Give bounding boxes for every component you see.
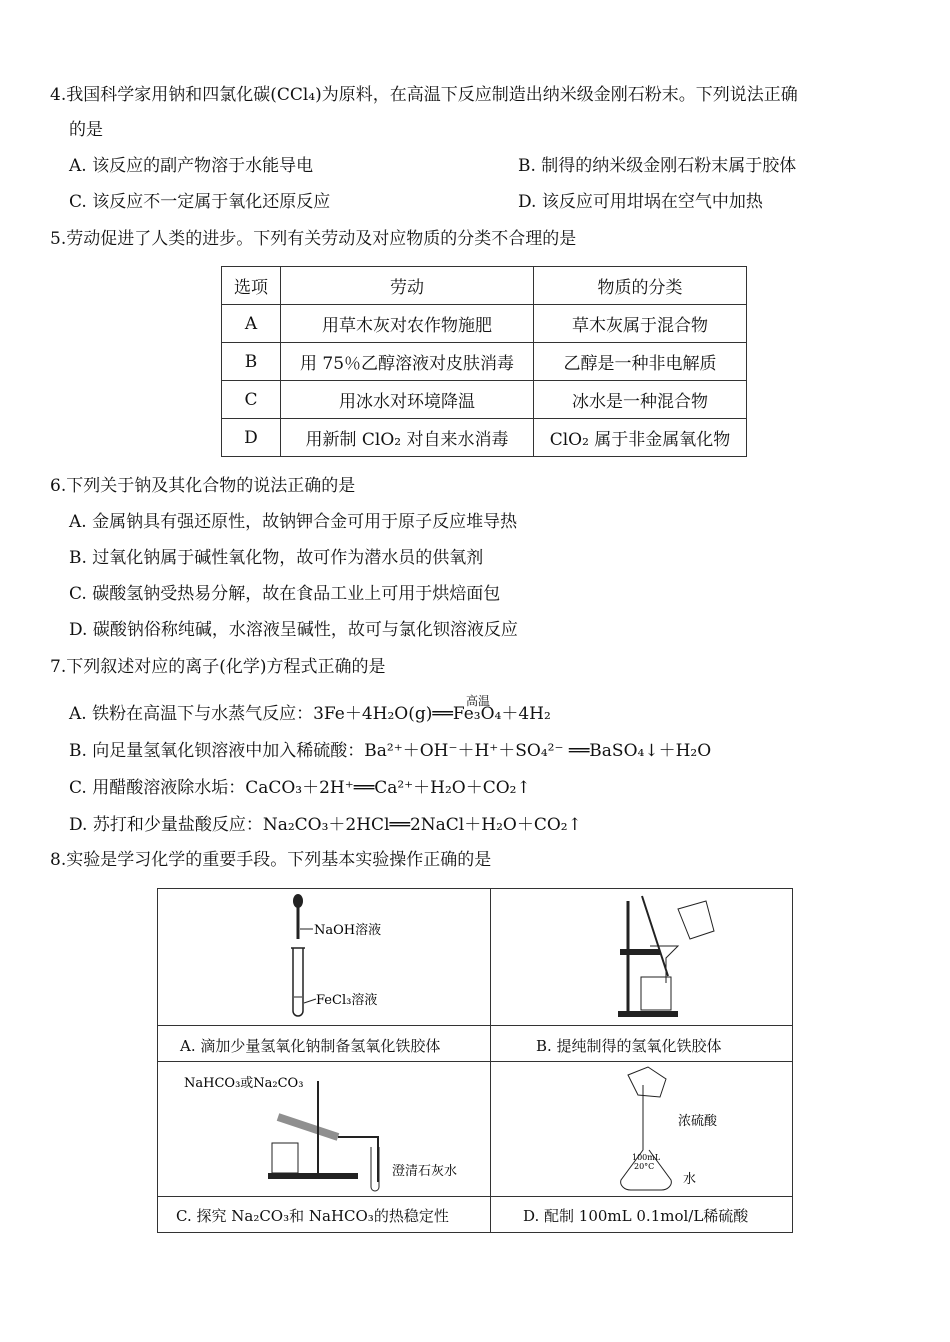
filtration-figure	[608, 891, 738, 1023]
q7-option-d: D. 苏打和少量盐酸反应：Na₂CO₃＋2HCl══2NaCl＋H₂O＋CO₂↑	[69, 815, 582, 835]
q6-option-c: C. 碳酸氢钠受热易分解，故在食品工业上可用于烘焙面包	[69, 584, 501, 604]
q5-table	[221, 266, 747, 457]
q8-figure-table	[157, 888, 793, 1233]
heating-figure	[178, 1067, 478, 1195]
acid-label: 浓硫酸	[678, 1114, 718, 1129]
q4-option-c: C. 该反应不一定属于氧化还原反应	[69, 192, 331, 212]
q6-option-d: D. 碳酸钠俗称纯碱，水溶液呈碱性，故可与氯化钡溶液反应	[69, 620, 518, 640]
caption-d: D. 配制 100mL 0.1mol/L稀硫酸	[523, 1207, 749, 1225]
table-row	[222, 305, 747, 343]
table-cell: 用 75％乙醇溶液对皮肤消毒	[281, 343, 534, 381]
q7-stem: 7.下列叙述对应的离子(化学)方程式正确的是	[50, 657, 386, 677]
table-cell: 用冰水对环境降温	[281, 381, 534, 419]
caption-b: B. 提纯制得的氢氧化铁胶体	[536, 1037, 722, 1055]
q4-option-b: B. 制得的纳米级金刚石粉末属于胶体	[518, 156, 797, 176]
table-row	[222, 419, 747, 457]
q6-stem: 6.下列关于钠及其化合物的说法正确的是	[50, 476, 356, 496]
caption-a: A. 滴加少量氢氧化钠制备氢氧化铁胶体	[180, 1037, 441, 1055]
q6-option-a: A. 金属钠具有强还原性，故钠钾合金可用于原子反应堆导热	[69, 512, 518, 532]
table-cell: 乙醇是一种非电解质	[534, 343, 747, 381]
sample-label: NaHCO₃或Na₂CO₃	[184, 1076, 304, 1091]
q7-option-a: A. 铁粉在高温下与水蒸气反应：3Fe＋4H₂O(g)══Fe₃O₄＋4H₂	[69, 704, 551, 724]
q4-option-a: A. 该反应的副产物溶于水能导电	[69, 156, 314, 176]
header-cell: 劳动	[281, 267, 534, 305]
table-cell: 用新制 ClO₂ 对自来水消毒	[281, 419, 534, 457]
table-row	[222, 381, 747, 419]
dilution-figure	[588, 1065, 748, 1195]
divider	[158, 1061, 792, 1062]
table-cell: 用草木灰对农作物施肥	[281, 305, 534, 343]
divider	[158, 1196, 792, 1197]
table-cell: 冰水是一种混合物	[534, 381, 747, 419]
q4-option-d: D. 该反应可用坩埚在空气中加热	[518, 192, 763, 212]
header-cell: 选项	[222, 267, 281, 305]
flask-volume: 100mL	[632, 1153, 661, 1162]
dropper-testtube-figure	[258, 891, 398, 1023]
table-cell: C	[222, 381, 281, 419]
flask-temp: 20°C	[634, 1162, 655, 1171]
table-cell: B	[222, 343, 281, 381]
table-header-row	[222, 267, 747, 305]
water-label: 水	[683, 1172, 697, 1187]
limewater-label: 澄清石灰水	[392, 1164, 458, 1179]
reaction-condition: 高温	[466, 694, 491, 708]
table-row	[222, 343, 747, 381]
q8-stem: 8.实验是学习化学的重要手段。下列基本实验操作正确的是	[50, 850, 492, 870]
table-cell: D	[222, 419, 281, 457]
table-cell: 草木灰属于混合物	[534, 305, 747, 343]
q7-option-c: C. 用醋酸溶液除水垢：CaCO₃＋2H⁺══Ca²⁺＋H₂O＋CO₂↑	[69, 778, 531, 798]
table-cell: A	[222, 305, 281, 343]
table-cell: ClO₂ 属于非金属氧化物	[534, 419, 747, 457]
header-cell: 物质的分类	[534, 267, 747, 305]
fecl3-label: FeCl₃溶液	[316, 993, 378, 1008]
q6-option-b: B. 过氧化钠属于碱性氧化物，故可作为潜水员的供氧剂	[69, 548, 484, 568]
q4-stem: 4.我国科学家用钠和四氯化碳(CCl₄)为原料，在高温下反应制造出纳米级金刚石粉末。下列说法正确	[50, 85, 798, 105]
q7-option-b: B. 向足量氢氧化钡溶液中加入稀硫酸：Ba²⁺＋OH⁻＋H⁺＋SO₄²⁻ ══BaSO₄↓＋H₂O	[69, 741, 712, 761]
q4-stem-cont: 的是	[69, 120, 103, 140]
divider	[158, 1025, 792, 1026]
naoh-label: NaOH溶液	[314, 923, 382, 938]
q5-stem: 5.劳动促进了人类的进步。下列有关劳动及对应物质的分类不合理的是	[50, 229, 577, 249]
caption-c: C. 探究 Na₂CO₃和 NaHCO₃的热稳定性	[176, 1207, 449, 1225]
